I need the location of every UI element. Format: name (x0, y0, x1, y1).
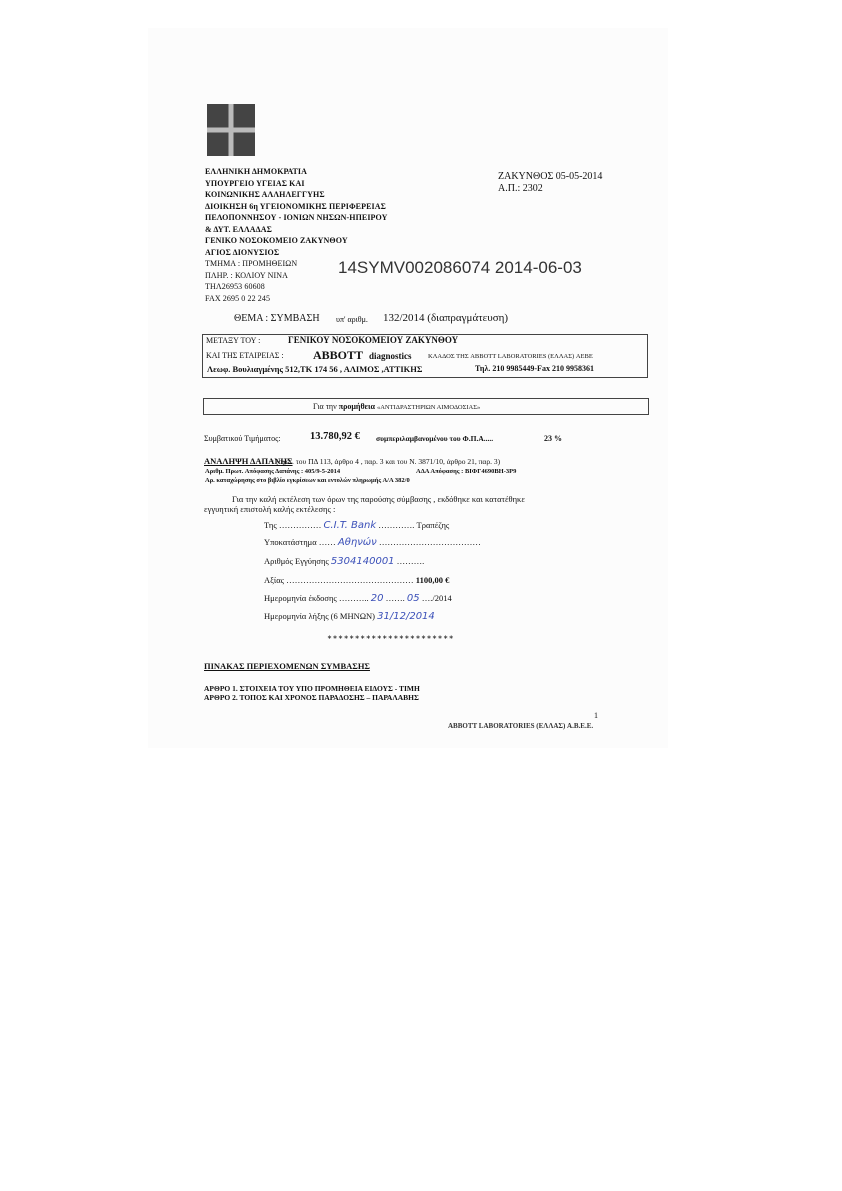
header-line: ΕΛΛΗΝΙΚΗ ΔΗΜΟΚΡΑΤΙΑ (205, 167, 307, 176)
branch-line (264, 537, 481, 548)
hospital-name: ΓΕΝΙΚΟΥ ΝΟΣΟΚΟΜΕΙΟΥ ΖΑΚΥΝΘΟΥ (288, 335, 459, 345)
contents-title: ΠΙΝΑΚΑΣ ΠΕΡΙΕΧΟΜΕΝΩΝ ΣΥΜΒΑΣΗΣ (204, 661, 370, 671)
contents-item: ΑΡΘΡΟ 1. ΣΤΟΙΧΕΙΑ ΤΟΥ ΥΠΟ ΠΡΟΜΗΘΕΙΑ ΕΙΔΟΥΣ - ΤΙΜΗ (204, 684, 420, 693)
header-line: ΑΓΙΟΣ ΔΙΟΝΥΣΙΟΣ (205, 247, 280, 257)
amount-value: 13.780,92 € (310, 431, 360, 442)
national-emblem-icon (207, 104, 255, 156)
bank-dots: …………… (278, 520, 322, 530)
guarantee-number-label: Αριθμός Εγγύησης (264, 556, 329, 566)
expense-title: ΑΝΑΛΗΨΗ ΔΑΠΑΝΗΣ (204, 456, 293, 466)
issuer-header (205, 166, 388, 304)
subject-label: ΘΕΜΑ : ΣΥΜΒΑΣΗ (234, 313, 320, 324)
issue-month-handwritten: 05 (406, 593, 420, 604)
guarantee-intro-1: Για την καλή εκτέλεση των όρων της παρούσης σύμβασης , εκδόθηκε και κατατέθηκε (232, 494, 525, 504)
header-line: ΚΟΙΝΩΝΙΚΗΣ ΑΛΛΗΛΕΓΓΥΗΣ (205, 190, 325, 199)
header-line: ΥΠΟΥΡΓΕΙΟ ΥΓΕΙΑΣ ΚΑΙ (205, 178, 305, 188)
supply-bold: προμήθεια (338, 402, 375, 411)
branch-handwritten: Αθηνών (337, 537, 377, 548)
supply-prefix: Για την (313, 402, 337, 411)
header-line: & ΔΥΤ. ΕΛΛΑΔΑΣ (205, 224, 272, 234)
bank-label: Της (264, 520, 277, 530)
protocol-number: Α.Π.: 2302 (498, 183, 543, 194)
header-line: ΓΕΝΙΚΟ ΝΟΣΟΚΟΜΕΙΟ ΖΑΚΥΝΘΟΥ (205, 236, 348, 245)
bank-handwritten: C.I.T. Bank (323, 520, 377, 531)
issue-date-sep: ……. (385, 593, 405, 603)
company-sub: diagnostics (369, 351, 412, 361)
header-line: ΠΛΗΡ. : ΚΟΛΙΟΥ ΝΙΝΑ (205, 270, 288, 280)
branch-suffix: ……………………………… (378, 537, 481, 547)
expense-ada: ΑΔΑ Απόφασης : ΒΙΦΓ4690ΒΗ-3Ρ9 (416, 468, 517, 475)
expiry-date-line (264, 611, 435, 622)
expiry-date-label: Ημερομηνία λήξης (6 ΜΗΝΩΝ) (264, 611, 376, 621)
amount-label: Συμβατικού Τιμήματος: (204, 434, 281, 443)
guarantee-value-label: Αξίας ……………………………………… (264, 575, 414, 585)
header-line: ΤΗΛ26953 60608 (205, 282, 265, 291)
expiry-date-handwritten: 31/12/2014 (377, 611, 435, 622)
header-line: FAX 2695 0 22 245 (205, 293, 271, 303)
branch-label: Υποκατάστημα …… (264, 537, 336, 547)
company-phone: Τηλ. 210 9985449-Fax 210 9958361 (475, 364, 594, 373)
page-number: 1 (594, 711, 598, 720)
company-address: Λεωφ. Βουλιαγμένης 512,ΤΚ 174 56 , ΑΛΙΜΟΣ ,ΑΤΤΙΚΗΣ (207, 364, 423, 374)
issue-date-line (264, 593, 452, 604)
issue-date-label: Ημερομηνία έκδοσης ……….. (264, 593, 369, 603)
company-label: ΚΑΙ ΤΗΣ ΕΤΑΙΡΕΙΑΣ : (206, 351, 284, 360)
header-line: ΠΕΛΟΠΟΝΝΗΣΟΥ - ΙΟΝΙΩΝ ΝΗΣΩΝ-ΗΠΕΙΡΟΥ (205, 213, 388, 222)
guarantee-value-line (264, 575, 449, 585)
expense-registry: Αρ. καταχώρησης στο βιβλίο εγκρίσεων και εντολών πληρωμής Α/Α 382/0 (205, 477, 410, 484)
place-date: ΖΑΚΥΝΘΟΣ 05-05-2014 (498, 171, 603, 182)
bank-line (264, 520, 449, 531)
header-line: ΤΜΗΜΑ : ΠΡΟΜΗΘΕΙΩΝ (205, 259, 298, 268)
expense-ref: : (σχετ. του ΠΔ 113, άρθρο 4 , παρ. 3 και του Ν. 3871/10, άρθρο 21, παρ. 3) (272, 457, 501, 466)
guarantee-number-line (264, 556, 424, 567)
section-divider: ∗∗∗∗∗∗∗∗∗∗∗∗∗∗∗∗∗∗∗∗∗∗∗ (327, 635, 455, 641)
bank-suffix: …………. Τραπέζης (378, 520, 450, 530)
registry-stamp: 14SYMV002086074 2014-06-03 (338, 258, 582, 277)
company-stamp: ABBOTT LABORATORIES (ΕΛΛΑΣ) Α.Β.Ε.Ε. (448, 722, 594, 730)
expense-decision: Αριθμ. Πρωτ. Απόφασης Δαπάνης : 405/9-5-2014 (205, 468, 341, 475)
supply-item: «ΑΝΤΙΔΡΑΣΤΗΡΙΩΝ ΑΙΜΟΔΟΣΙΑΣ» (376, 404, 481, 411)
supply-line (313, 402, 480, 411)
company-legal: ΚΛΑΔΟΣ ΤΗΣ ABBOTT LABORATORIES (ΕΛΛΑΣ) ΑΕΒΕ (428, 353, 593, 360)
subject-number-prefix: υπ' αριθμ. (336, 315, 368, 324)
contents-item: ΑΡΘΡΟ 2. ΤΟΠΟΣ ΚΑΙ ΧΡΟΝΟΣ ΠΑΡΑΔΟΣΗΣ – ΠΑΡΑΛΑΒΗΣ (204, 693, 419, 702)
subject-number: 132/2014 (διαπραγμάτευση) (383, 312, 509, 324)
vat-text: συμπεριλαμβανομένου του Φ.Π.Α..... (376, 434, 494, 443)
vat-rate: 23 % (544, 434, 562, 443)
issue-day-handwritten: 20 (370, 593, 384, 604)
guarantee-value-amount: 1100,00 € (415, 575, 450, 585)
guarantee-number-suffix: ………. (396, 556, 425, 566)
guarantee-intro-2: εγγυητική επιστολή καλής εκτέλεσης : (204, 504, 336, 514)
issue-year: …./2014 (421, 593, 452, 603)
guarantee-number-handwritten: 5304140001 (330, 556, 395, 567)
company-name: ABBOTT (313, 348, 364, 362)
between-label: ΜΕΤΑΞΥ ΤΟΥ : (206, 336, 261, 345)
header-line: ΔΙΟΙΚΗΣΗ 6η ΥΓΕΙΟΝΟΜΙΚΗΣ ΠΕΡΙΦΕΡΕΙΑΣ (205, 201, 386, 211)
